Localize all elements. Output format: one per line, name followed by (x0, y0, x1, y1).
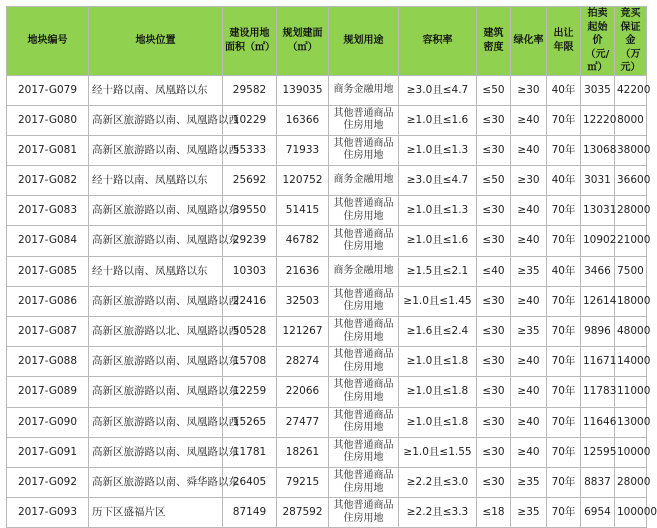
cell-land-area: 87149 (223, 498, 277, 528)
cell-parcel-id: 2017-G087 (7, 317, 89, 347)
header-label-line: 拍卖 (587, 8, 608, 19)
cell-plot-ratio: ≥2.2且≤3.3 (399, 498, 477, 528)
table-row (7, 377, 647, 407)
table-row (7, 437, 647, 467)
header-floor-area (277, 7, 329, 76)
cell-deposit: 14000 (615, 347, 647, 377)
cell-land-area: 10229 (223, 105, 277, 135)
cell-land-area: 12259 (223, 377, 277, 407)
cell-lease-term: 70年 (547, 467, 581, 497)
cell-lease-term: 70年 (547, 317, 581, 347)
cell-planned-use: 其他普通商品住房用地 (329, 437, 399, 467)
cell-planned-use: 其他普通商品住房用地 (329, 286, 399, 316)
cell-building-density: ≤30 (477, 407, 511, 437)
cell-plot-ratio: ≥1.0且≤1.8 (399, 407, 477, 437)
header-label-line: 地块编号 (27, 35, 68, 46)
header-planned-use (329, 7, 399, 76)
cell-floor-area: 32503 (277, 286, 329, 316)
cell-floor-area: 79215 (277, 467, 329, 497)
cell-location: 高新区旅游路以南、凤凰路以东 (89, 377, 223, 407)
cell-starting-price: 3035 (581, 75, 615, 105)
header-label-line: 容积率 (422, 35, 453, 46)
table-row (7, 347, 647, 377)
cell-land-area: 29582 (223, 75, 277, 105)
header-label-line: 保证金 (620, 21, 641, 46)
cell-location: 高新区旅游路以南、凤凰路以西 (89, 407, 223, 437)
cell-planned-use: 商务金融用地 (329, 166, 399, 196)
cell-deposit: 28000 (615, 196, 647, 226)
cell-location: 经十路以南、凤凰路以东 (89, 256, 223, 286)
table-row (7, 498, 647, 528)
cell-lease-term: 70年 (547, 437, 581, 467)
cell-plot-ratio: ≥1.0且≤1.8 (399, 377, 477, 407)
cell-building-density: ≤30 (477, 196, 511, 226)
cell-building-density: ≤30 (477, 135, 511, 165)
table-row (7, 135, 647, 165)
cell-greening-rate: ≥40 (511, 196, 547, 226)
cell-starting-price: 6954 (581, 498, 615, 528)
cell-plot-ratio: ≥1.0且≤1.45 (399, 286, 477, 316)
header-starting-price (581, 7, 615, 76)
cell-floor-area: 28274 (277, 347, 329, 377)
cell-starting-price: 13068 (581, 135, 615, 165)
cell-location: 经十路以南、凤凰路以东 (89, 75, 223, 105)
cell-floor-area: 16366 (277, 105, 329, 135)
cell-greening-rate: ≥40 (511, 377, 547, 407)
cell-land-area: 50528 (223, 317, 277, 347)
cell-floor-area: 46782 (277, 226, 329, 256)
cell-plot-ratio: ≥1.0且≤1.55 (399, 437, 477, 467)
land-parcel-table (6, 6, 657, 528)
cell-land-area: 25692 (223, 166, 277, 196)
cell-deposit: 7500 (615, 256, 647, 286)
table-row (7, 196, 647, 226)
cell-starting-price: 11646 (581, 407, 615, 437)
cell-planned-use: 其他普通商品住房用地 (329, 407, 399, 437)
cell-building-density: ≤30 (477, 467, 511, 497)
cell-building-density: ≤50 (477, 166, 511, 196)
cell-planned-use: 其他普通商品住房用地 (329, 196, 399, 226)
cell-greening-rate: ≥30 (511, 166, 547, 196)
cell-building-density: ≤30 (477, 347, 511, 377)
cell-planned-use: 其他普通商品住房用地 (329, 105, 399, 135)
cell-deposit: 36600 (615, 166, 647, 196)
cell-lease-term: 40年 (547, 256, 581, 286)
cell-deposit: 100000 (615, 498, 647, 528)
cell-floor-area: 18261 (277, 437, 329, 467)
cell-parcel-id: 2017-G085 (7, 256, 89, 286)
cell-building-density: ≤30 (477, 317, 511, 347)
cell-parcel-id: 2017-G083 (7, 196, 89, 226)
cell-parcel-id: 2017-G089 (7, 377, 89, 407)
cell-greening-rate: ≥40 (511, 105, 547, 135)
header-label-line: 规划用途 (343, 35, 384, 46)
cell-deposit: 21000 (615, 226, 647, 256)
table-row (7, 407, 647, 437)
cell-starting-price: 9896 (581, 317, 615, 347)
cell-deposit: 38000 (615, 135, 647, 165)
cell-greening-rate: ≥35 (511, 317, 547, 347)
cell-plot-ratio: ≥1.0且≤1.3 (399, 196, 477, 226)
cell-deposit: 48000 (615, 317, 647, 347)
cell-lease-term: 70年 (547, 498, 581, 528)
cell-starting-price: 3031 (581, 166, 615, 196)
header-location (89, 7, 223, 76)
cell-location: 高新区旅游路以北、凤凰路以西 (89, 317, 223, 347)
header-row (7, 7, 647, 76)
cell-starting-price: 10902 (581, 226, 615, 256)
cell-deposit: 8000 (615, 105, 647, 135)
cell-land-area: 29239 (223, 226, 277, 256)
header-label-line: 面积（㎡） (225, 41, 275, 53)
header-label-line: 年限 (553, 41, 574, 53)
header-greening-rate (511, 7, 547, 76)
cell-location: 高新区旅游路以南、凤凰路以东 (89, 437, 223, 467)
cell-starting-price: 11671 (581, 347, 615, 377)
cell-land-area: 15708 (223, 347, 277, 377)
cell-planned-use: 其他普通商品住房用地 (329, 347, 399, 377)
cell-lease-term: 40年 (547, 75, 581, 105)
cell-lease-term: 70年 (547, 135, 581, 165)
cell-land-area: 55333 (223, 135, 277, 165)
cell-building-density: ≤30 (477, 286, 511, 316)
cell-plot-ratio: ≥1.0且≤1.3 (399, 135, 477, 165)
cell-location: 高新区旅游路以南、凤凰路以西 (89, 286, 223, 316)
cell-planned-use: 商务金融用地 (329, 75, 399, 105)
header-label-line: 绿化率 (513, 35, 544, 46)
cell-land-area: 26405 (223, 467, 277, 497)
cell-starting-price: 11783 (581, 377, 615, 407)
cell-land-area: 10303 (223, 256, 277, 286)
header-building-density (477, 7, 511, 76)
cell-plot-ratio: ≥2.2且≤3.0 (399, 467, 477, 497)
cell-plot-ratio: ≥1.5且≤2.1 (399, 256, 477, 286)
cell-building-density: ≤30 (477, 437, 511, 467)
cell-lease-term: 70年 (547, 226, 581, 256)
table-row (7, 256, 647, 286)
cell-planned-use: 其他普通商品住房用地 (329, 377, 399, 407)
cell-greening-rate: ≥40 (511, 286, 547, 316)
cell-planned-use: 其他普通商品住房用地 (329, 226, 399, 256)
cell-plot-ratio: ≥1.0且≤1.6 (399, 226, 477, 256)
cell-building-density: ≤18 (477, 498, 511, 528)
cell-greening-rate: ≥40 (511, 437, 547, 467)
cell-lease-term: 70年 (547, 407, 581, 437)
cell-parcel-id: 2017-G090 (7, 407, 89, 437)
cell-parcel-id: 2017-G091 (7, 437, 89, 467)
cell-lease-term: 70年 (547, 105, 581, 135)
cell-deposit: 18000 (615, 286, 647, 316)
land-parcel-table-container (6, 6, 657, 528)
table-row (7, 286, 647, 316)
cell-greening-rate: ≥40 (511, 135, 547, 165)
cell-floor-area: 22066 (277, 377, 329, 407)
cell-starting-price: 12220 (581, 105, 615, 135)
header-label-line: 规划建面 (282, 28, 323, 40)
cell-planned-use: 其他普通商品住房用地 (329, 317, 399, 347)
cell-building-density: ≤30 (477, 226, 511, 256)
header-label-line: （元/㎡） (585, 48, 610, 73)
cell-parcel-id: 2017-G093 (7, 498, 89, 528)
cell-location: 高新区旅游路以南、凤凰路以西 (89, 135, 223, 165)
cell-floor-area: 71933 (277, 135, 329, 165)
cell-floor-area: 120752 (277, 166, 329, 196)
table-row (7, 467, 647, 497)
table-row (7, 317, 647, 347)
cell-plot-ratio: ≥1.0且≤1.6 (399, 105, 477, 135)
cell-building-density: ≤30 (477, 377, 511, 407)
cell-floor-area: 121267 (277, 317, 329, 347)
cell-floor-area: 21636 (277, 256, 329, 286)
header-deposit (615, 7, 647, 76)
cell-location: 高新区旅游路以南、凤凰路以西 (89, 105, 223, 135)
cell-parcel-id: 2017-G092 (7, 467, 89, 497)
cell-building-density: ≤40 (477, 256, 511, 286)
cell-floor-area: 287592 (277, 498, 329, 528)
cell-planned-use: 其他普通商品住房用地 (329, 498, 399, 528)
table-body (7, 75, 657, 528)
cell-starting-price: 12614 (581, 286, 615, 316)
cell-greening-rate: ≥35 (511, 498, 547, 528)
header-label-line: 建设用地 (229, 28, 270, 40)
header-label-line: 出让 (553, 28, 574, 40)
cell-greening-rate: ≥40 (511, 226, 547, 256)
header-parcel-id (7, 7, 89, 76)
cell-parcel-id: 2017-G082 (7, 166, 89, 196)
cell-planned-use: 其他普通商品住房用地 (329, 467, 399, 497)
cell-land-area: 39550 (223, 196, 277, 226)
cell-lease-term: 40年 (547, 166, 581, 196)
cell-starting-price: 8837 (581, 467, 615, 497)
cell-location: 历下区盛福片区 (89, 498, 223, 528)
cell-plot-ratio: ≥1.0且≤1.8 (399, 347, 477, 377)
cell-floor-area: 139035 (277, 75, 329, 105)
table-row (7, 105, 647, 135)
header-label-line: （万元） (620, 48, 641, 73)
cell-land-area: 22416 (223, 286, 277, 316)
table-header (7, 7, 647, 76)
cell-lease-term: 70年 (547, 286, 581, 316)
cell-plot-ratio: ≥3.0且≤4.7 (399, 75, 477, 105)
header-lease-term (547, 7, 581, 76)
cell-greening-rate: ≥35 (511, 467, 547, 497)
cell-land-area: 15265 (223, 407, 277, 437)
cell-lease-term: 70年 (547, 377, 581, 407)
table-row (7, 226, 647, 256)
cell-building-density: ≤30 (477, 105, 511, 135)
cell-parcel-id: 2017-G084 (7, 226, 89, 256)
cell-location: 高新区旅游路以南、凤凰路以东 (89, 347, 223, 377)
header-label-line: 竞买 (620, 8, 641, 19)
cell-lease-term: 70年 (547, 196, 581, 226)
table-row (7, 75, 647, 105)
header-land-area (223, 7, 277, 76)
cell-planned-use: 商务金融用地 (329, 256, 399, 286)
cell-plot-ratio: ≥1.6且≤2.4 (399, 317, 477, 347)
cell-parcel-id: 2017-G086 (7, 286, 89, 316)
cell-floor-area: 27477 (277, 407, 329, 437)
cell-deposit: 10000 (615, 437, 647, 467)
cell-plot-ratio: ≥3.0且≤4.7 (399, 166, 477, 196)
cell-location: 高新区旅游路以南、凤凰路以东 (89, 196, 223, 226)
cell-deposit: 13000 (615, 407, 647, 437)
cell-starting-price: 13031 (581, 196, 615, 226)
header-label-line: 密度 (483, 41, 504, 53)
cell-deposit: 28000 (615, 467, 647, 497)
header-label-line: 地块位置 (135, 35, 176, 46)
cell-starting-price: 3466 (581, 256, 615, 286)
cell-deposit: 42200 (615, 75, 647, 105)
cell-parcel-id: 2017-G088 (7, 347, 89, 377)
cell-greening-rate: ≥40 (511, 407, 547, 437)
header-plot-ratio (399, 7, 477, 76)
cell-location: 高新区旅游路以南、凤凰路以东 (89, 226, 223, 256)
cell-parcel-id: 2017-G079 (7, 75, 89, 105)
cell-parcel-id: 2017-G080 (7, 105, 89, 135)
cell-greening-rate: ≥30 (511, 75, 547, 105)
cell-starting-price: 12595 (581, 437, 615, 467)
cell-planned-use: 其他普通商品住房用地 (329, 135, 399, 165)
cell-greening-rate: ≥35 (511, 256, 547, 286)
cell-deposit: 11000 (615, 377, 647, 407)
header-label-line: （㎡） (287, 41, 318, 53)
header-label-line: 建筑 (483, 28, 504, 40)
cell-land-area: 11781 (223, 437, 277, 467)
table-row (7, 166, 647, 196)
cell-location: 经十路以南、凤凰路以东 (89, 166, 223, 196)
cell-location: 高新区旅游路以南、舜华路以东 (89, 467, 223, 497)
header-label-line: 起始价 (587, 21, 608, 46)
cell-building-density: ≤50 (477, 75, 511, 105)
cell-greening-rate: ≥40 (511, 347, 547, 377)
cell-lease-term: 70年 (547, 347, 581, 377)
cell-parcel-id: 2017-G081 (7, 135, 89, 165)
cell-floor-area: 51415 (277, 196, 329, 226)
